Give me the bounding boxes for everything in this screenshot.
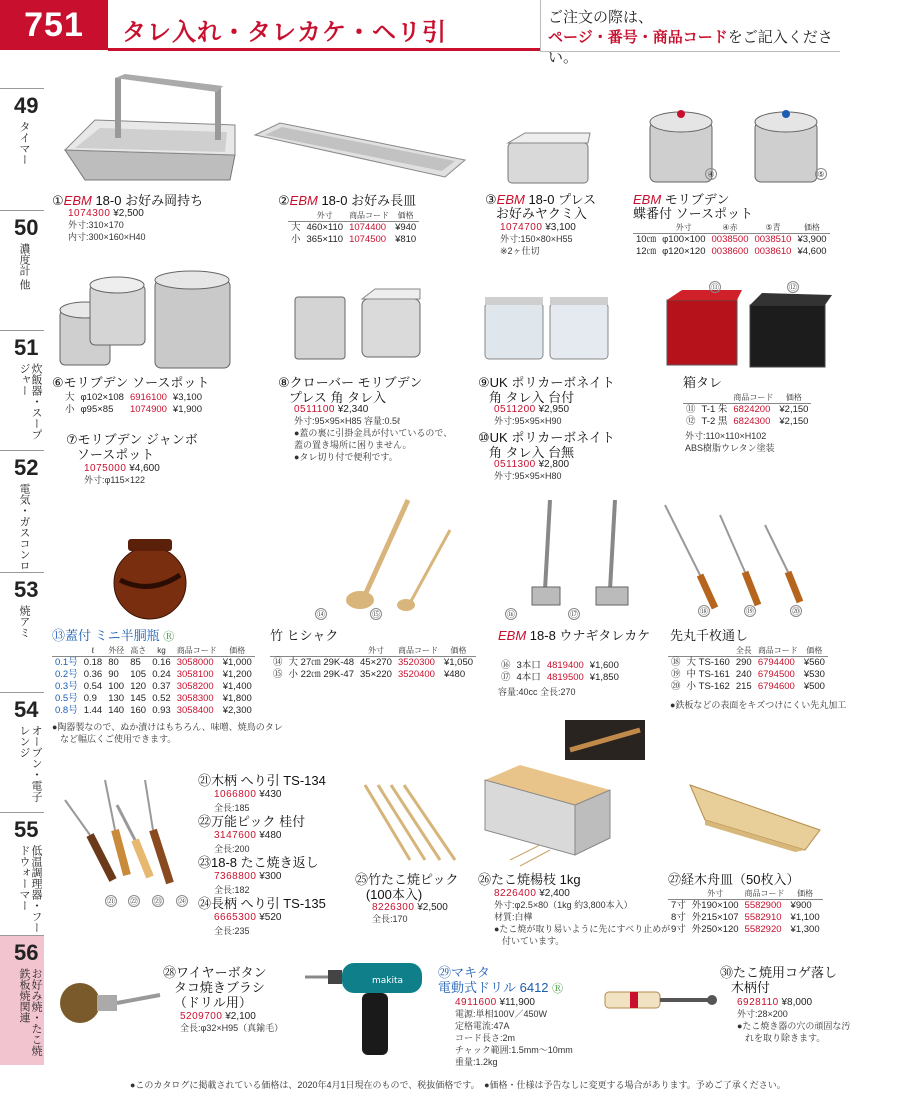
p1617-info: 容量:40cc 全長:270 bbox=[498, 687, 576, 697]
sidebar-tab-number: 55 bbox=[14, 817, 39, 842]
p13-note: ●陶器製なので、ぬか漬けはもちろん、味噌、焼鳥のタレ など幅広くご使用できます。 bbox=[52, 722, 283, 744]
sauce-pot-image bbox=[55, 265, 245, 370]
p3-info: 1074700 ¥3,100 外寸:150×80×H55 ※2ヶ仕切 bbox=[500, 222, 576, 256]
callout-11: ⑪ bbox=[711, 283, 719, 292]
p1415-table: 外寸 商品コード 価格 ⑭ 大 27㎝ 29K-48 45×270 3520300 ¥1,050 ⑮ 小 22㎝ 29K-47 35×220 3520400 ¥480 bbox=[270, 645, 476, 681]
p6-table: 大 φ102×108 6916100 ¥3,100 小 φ95×85 1074900 ¥1,900 bbox=[65, 392, 202, 415]
wire-brush-image bbox=[55, 975, 165, 1030]
p1820-name: 先丸千枚通し bbox=[670, 628, 749, 643]
p1-info: 1074300 ¥2,500 外寸:310×170 内寸:300×160×H40 bbox=[68, 208, 146, 242]
p8-name: ⑧クローバー モリブデン プレス 角 タレ入 bbox=[278, 375, 423, 405]
sidebar-tab-number: 53 bbox=[14, 577, 39, 602]
p27-name: ㉗経木舟皿（50枚入） bbox=[668, 872, 800, 887]
p7-name: ⑦モリブデン ジャンボ ソースポット bbox=[66, 432, 198, 462]
long-plate-image bbox=[250, 115, 470, 185]
p6-name: ⑥モリブデン ソースポット bbox=[52, 375, 210, 390]
p10-name: ⑩UK ポリカーボネイト 角 タレ入 台無 bbox=[478, 430, 615, 460]
eel-tare-image bbox=[520, 495, 640, 615]
order-note: ご注文の際は、 ページ・番号・商品コードをご記入ください。 bbox=[548, 9, 833, 66]
p1-name: ①EBM 18-0 お好み岡持ち bbox=[52, 193, 204, 208]
p1112-name: 箱タレ bbox=[683, 375, 723, 390]
callout-14: ⑭ bbox=[317, 610, 325, 619]
callout-4: ④ bbox=[705, 168, 717, 180]
callout-16: ⑯ bbox=[507, 610, 515, 619]
bamboo-pick-image bbox=[360, 780, 460, 870]
callout-21: ㉑ bbox=[107, 897, 115, 906]
p29-name: ㉙マキタ 電動式ドリル 6412 Ⓡ bbox=[438, 965, 564, 995]
p30-info: 6928110 ¥8,000 外寸:28×200 ●たこ焼き器の穴の頑固な汚 れを取り除きます。 bbox=[737, 997, 851, 1043]
p13-name: ⑬蓋付 ミニ半胴瓶 Ⓡ bbox=[52, 628, 175, 643]
title-underline bbox=[108, 48, 540, 51]
p10-info: 0511300 ¥2,800 外寸:95×95×H80 bbox=[494, 459, 570, 481]
p1112-table: 商品コード 価格 ⑪ T-1 朱 6824200 ¥2,150 ⑫ T-2 黒 6824300 ¥2,150 bbox=[683, 392, 811, 428]
p26-name: ㉖たこ焼楊枝 1kg bbox=[478, 872, 581, 887]
callout-17: ⑰ bbox=[570, 610, 578, 619]
p8-info: 0511100 ¥2,340 外寸:95×95×H85 容量:0.5ℓ ●蓋の裏に引掛金具が付いているので、 蓋の置き場所に困りません。 ●タレ切り付で便利です。 bbox=[294, 404, 453, 462]
callout-24: ㉔ bbox=[178, 897, 186, 906]
p21-24-list: ㉑木柄 へり引 TS-134 1066800 ¥430 全長:185 ㉒万能ピック 桂付 3147600 ¥480 全長:200 ㉓18-8 たこ焼き返し 7368800 ¥300 全長:182 ㉔長柄 へり引 TS-135 6665300 ¥520 全長:235 bbox=[198, 773, 326, 936]
page-number: 751 bbox=[0, 0, 108, 50]
page-title: タレ入れ・タレカケ・ヘリ引 bbox=[122, 19, 447, 46]
p2-table: 外寸 商品コード 価格 大 460×110 1074400 ¥940 小 365×110 1074500 ¥810 bbox=[288, 210, 419, 246]
callout-18: ⑱ bbox=[700, 607, 708, 616]
jar-image bbox=[110, 535, 190, 620]
p27-table: 外寸 商品コード 価格 7寸 外190×100 5582900 ¥900 8寸 外215×107 5582910 ¥1,100 9寸 外250×120 5582920 ¥1,300 bbox=[668, 888, 823, 936]
sidebar-tab-49[interactable] bbox=[0, 88, 44, 210]
sidebar-tab-number: 56 bbox=[14, 940, 39, 965]
sidebar-tab-54[interactable] bbox=[0, 692, 44, 812]
sidebar-tab-56[interactable] bbox=[0, 935, 44, 1065]
p25-name: ㉕竹たこ焼ピック (100本入) bbox=[355, 872, 459, 902]
p26-info: 8226400 ¥2,400 外寸:φ2.5×80（1kg 約3,800本入） 材質:白樺 ●たこ焼が取り易いように先にすべり止めが 付いています。 bbox=[494, 888, 671, 946]
sidebar-tab-53[interactable] bbox=[0, 572, 44, 692]
p1820-table: 全長 商品コード 価格 ⑱ 大 TS-160 290 6794400 ¥560 ⑲ 中 TS-161 240 6794500 ¥530 ⑳ 小 TS-162 215 6794600 ¥500 bbox=[668, 645, 828, 693]
clover-press-image bbox=[290, 285, 425, 365]
callout-5: ⑤ bbox=[815, 168, 827, 180]
table-row: 0.1号 0.18 80 85 0.16 3058000 ¥1,000 bbox=[55, 657, 252, 668]
p1820-note: ●鉄板などの表面をキズつけにくい先丸加工 bbox=[670, 700, 847, 710]
sidebar-tab-label: オーブン・電子レンジ bbox=[18, 725, 42, 802]
box-sauce-image bbox=[662, 285, 837, 370]
callout-12: ⑫ bbox=[789, 283, 797, 292]
p29-info: 4911600 ¥11,900 電源:単相100V／450W 定格電流:47A コード長さ:2m チャック範囲:1.5mm～10mm 重量:1.2kg bbox=[455, 997, 573, 1067]
p30-name: ㉚たこ焼用コゲ落し 木柄付 bbox=[720, 965, 838, 995]
sidebar-tab-number: 52 bbox=[14, 455, 39, 480]
p45-table: 外寸 ④赤 ⑤青 価格 10㎝ φ100×100 0038500 0038510 ¥3,900 12㎝ φ120×120 0038600 0038610 ¥4,600 bbox=[633, 222, 830, 258]
sidebar-tab-number: 50 bbox=[14, 215, 39, 240]
sidebar-tab-label: お好み焼・たこ焼 鉄板焼関連 bbox=[18, 968, 42, 1056]
table-row: 0.5号 0.9 130 145 0.52 3058300 ¥1,800 bbox=[55, 693, 252, 704]
sidebar-tab-50[interactable] bbox=[0, 210, 44, 330]
sidebar-tab-number: 54 bbox=[14, 697, 39, 722]
drill-image bbox=[300, 955, 430, 1065]
p9-info: 0511200 ¥2,950 外寸:95×95×H90 bbox=[494, 404, 570, 426]
sidebar-tab-51[interactable] bbox=[0, 330, 44, 450]
toothpick-image bbox=[480, 720, 650, 870]
sidebar-tab-number: 51 bbox=[14, 335, 39, 360]
p2-name: ②EBM 18-0 お好み長皿 bbox=[278, 193, 417, 208]
callout-15: ⑮ bbox=[372, 610, 380, 619]
sidebar-tab-label: 濃度計 他 bbox=[18, 243, 30, 291]
callout-22: ㉒ bbox=[130, 897, 138, 906]
table-row: 0.2号 0.36 90 105 0.24 3058100 ¥1,200 bbox=[55, 669, 252, 680]
polycarbonate-image bbox=[480, 285, 615, 365]
sidebar-tab-52[interactable] bbox=[0, 450, 44, 572]
sidebar-tab-label: 焼アミ bbox=[18, 605, 30, 638]
drill-brand-label: makita bbox=[372, 976, 404, 986]
sidebar-tab-55[interactable] bbox=[0, 812, 44, 935]
p1415-name: 竹 ヒシャク bbox=[270, 628, 339, 643]
p9-name: ⑨UK ポリカーボネイト 角 タレ入 台付 bbox=[478, 375, 615, 405]
sidebar-tab-number: 49 bbox=[14, 93, 39, 118]
p45-name: EBM モリブデン 蝶番付 ソースポット bbox=[633, 192, 753, 221]
callout-20: ⑳ bbox=[792, 607, 800, 616]
p25-info: 8226300 ¥2,500 全長:170 bbox=[372, 902, 448, 924]
sidebar-tab-label: 低温調理器・フードウォーマー bbox=[18, 845, 42, 933]
sidebar-tab-label: 電気・ガスコンロ bbox=[18, 483, 30, 571]
p1617-name: EBM 18-8 ウナギタレカケ bbox=[498, 628, 651, 643]
tool-set-image bbox=[55, 775, 195, 895]
yakumi-image bbox=[500, 128, 595, 188]
p28-name: ㉘ワイヤーボタン タコ焼きブラシ （ドリル用） bbox=[163, 965, 267, 1010]
p7-info: 1075000 ¥4,600 外寸:φ115×122 bbox=[84, 463, 160, 485]
p28-info: 5209700 ¥2,100 全長:φ32×H95（真鍮毛） bbox=[180, 1011, 284, 1033]
p1112-info: 外寸:110×110×H102 ABS樹脂ウレタン塗装 bbox=[685, 431, 775, 453]
sauce-pot-hinge-image bbox=[640, 100, 840, 185]
p3-name: ③EBM 18-0 プレス お好みヤクミ入 bbox=[485, 192, 597, 221]
callout-19: ⑲ bbox=[746, 607, 754, 616]
sidebar-tab-label: 炊飯器・スープジャー bbox=[18, 363, 42, 440]
table-row: 0.3号 0.54 100 120 0.37 3058200 ¥1,400 bbox=[55, 681, 252, 692]
p1617-table: ⑯ 3本口 4819400 ¥1,600 ⑰ 4本口 4819500 ¥1,850 bbox=[501, 660, 619, 683]
footer-note: ●このカタログに掲載されている価格は、2020年4月1日現在のもので、税抜価格です。 ●価格・仕様は予告なしに変更する場合があります。予めご了承ください。 bbox=[130, 1080, 786, 1090]
ladle-image bbox=[320, 495, 460, 615]
table-row: 0.8号 1.44 140 160 0.93 3058400 ¥2,300 bbox=[55, 705, 252, 716]
callout-23: ㉓ bbox=[154, 897, 162, 906]
koge-otoshi-image bbox=[600, 985, 720, 1015]
wood-boat-image bbox=[685, 780, 825, 855]
p13-table: ℓ 外径 高さ kg 商品コード 価格 0.1号 0.18 80 85 0.16 3058000 ¥1,000 0.2号 0.36 90 105 0.24 3058100 ¥1,200 0.3号 0.54 100 120 0.37 3058200 ¥1,400 0.5号 0.9 130 145 0.52 3058300 ¥1,800 0.8号 1.44 140 160 0.93 3058400 ¥2,300 bbox=[52, 645, 255, 717]
okamochi-image bbox=[55, 70, 240, 190]
sidebar-tab-label: タイマー bbox=[18, 121, 30, 165]
awl-image bbox=[660, 500, 830, 620]
